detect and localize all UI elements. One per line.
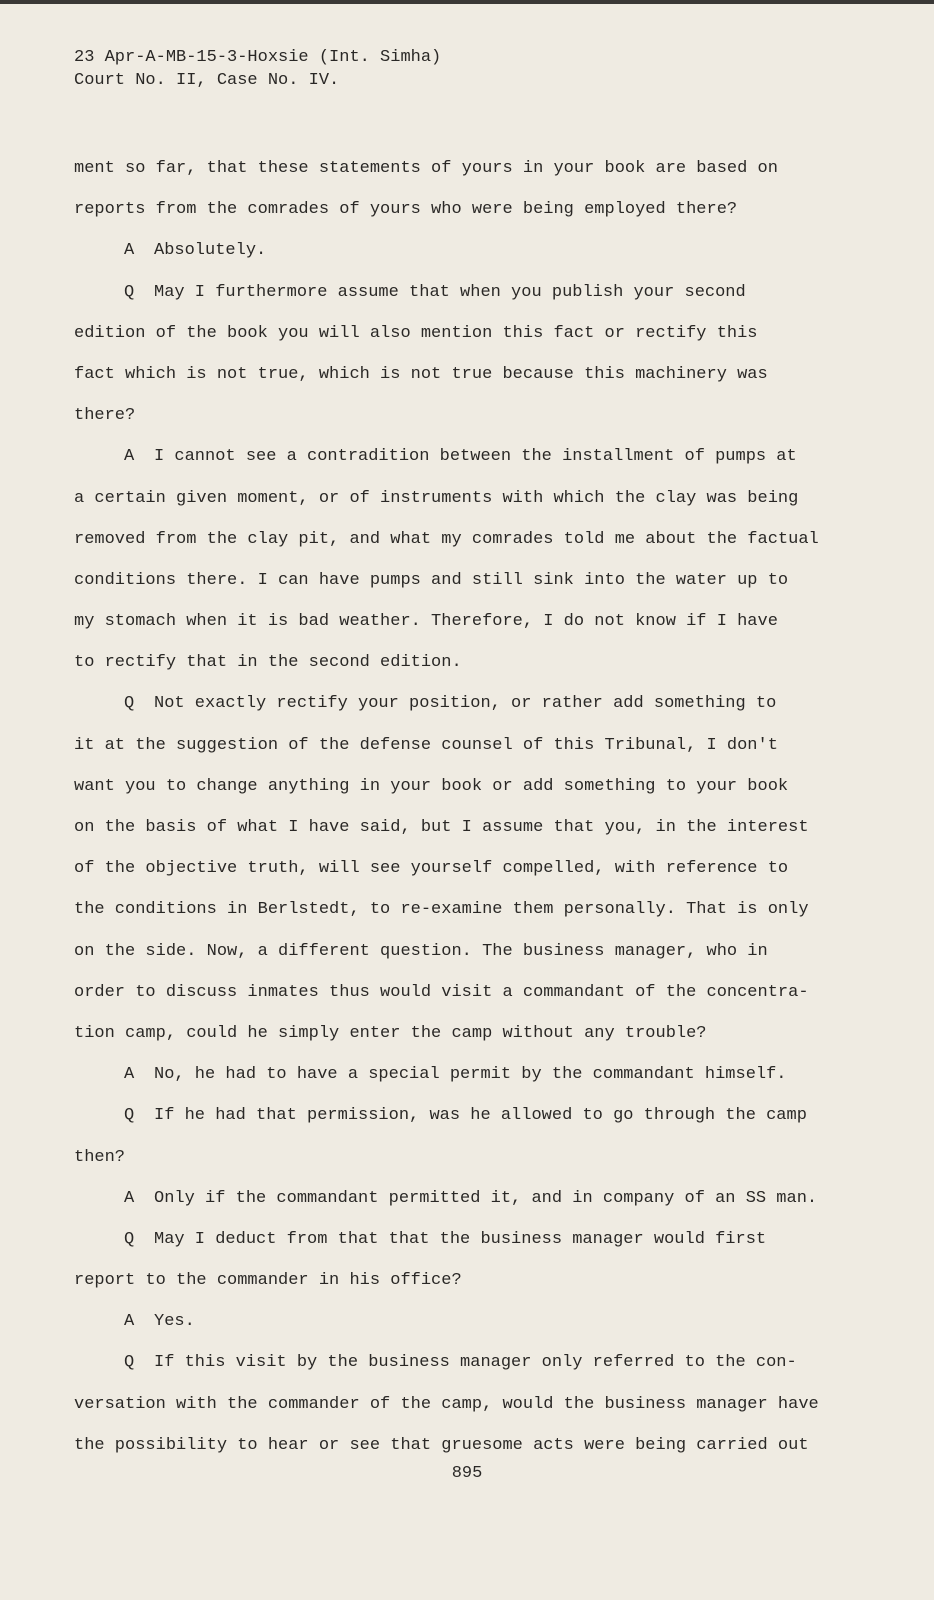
transcript-line xyxy=(74,642,844,683)
line-text: want you to change anything in your book or add something to your book xyxy=(74,776,789,796)
line-text: reports from the comrades of yours who were being employed there? xyxy=(74,200,738,220)
speaker-label: A xyxy=(124,1188,135,1208)
page-top-edge xyxy=(0,0,934,4)
line-text: versation with the commander of the camp, would the business manager have xyxy=(74,1394,819,1414)
line-text: the conditions in Berlstedt, to re-examine them personally. That is only xyxy=(74,900,809,920)
line-text: a certain given moment, or of instruments with which the clay was being xyxy=(74,488,799,508)
page-number: 895 xyxy=(451,1464,483,1483)
transcript-line xyxy=(74,148,844,189)
speaker-label: A xyxy=(124,1065,135,1085)
line-text: it at the suggestion of the defense counsel of this Tribunal, I don't xyxy=(74,735,778,755)
line-text: the possibility to hear or see that gruesome acts were being carried out xyxy=(74,1435,809,1455)
transcript-line xyxy=(74,1095,844,1136)
line-text: May I furthermore assume that when you publish your second xyxy=(154,282,746,302)
transcript-line xyxy=(74,230,844,271)
line-text: Absolutely. xyxy=(154,241,267,261)
transcript-line xyxy=(74,889,844,930)
transcript-line xyxy=(74,1384,844,1425)
transcript-line xyxy=(74,436,844,477)
transcript-line xyxy=(74,478,844,519)
line-text: on the side. Now, a different question. The business manager, who in xyxy=(74,941,768,961)
transcript-line xyxy=(74,848,844,889)
transcript-line xyxy=(74,601,844,642)
line-text: conditions there. I can have pumps and still sink into the water up to xyxy=(74,570,789,590)
line-text: there? xyxy=(74,406,136,426)
transcript-line xyxy=(74,1054,844,1095)
line-text: then? xyxy=(74,1147,126,1167)
speaker-label: Q xyxy=(124,1353,135,1373)
transcript-line xyxy=(74,807,844,848)
speaker-label: Q xyxy=(124,1106,135,1126)
transcript-line xyxy=(74,1178,844,1219)
speaker-label: A xyxy=(124,241,135,261)
speaker-label: Q xyxy=(124,282,135,302)
transcript-line xyxy=(74,1219,844,1260)
line-text: tion camp, could he simply enter the camp without any trouble? xyxy=(74,1023,707,1043)
line-text: Yes. xyxy=(154,1312,195,1332)
transcript-line xyxy=(74,313,844,354)
transcript-line xyxy=(74,1425,844,1466)
line-text: No, he had to have a special permit by the commandant himself. xyxy=(154,1065,787,1085)
line-text: order to discuss inmates thus would visit a commandant of the concentra- xyxy=(74,982,809,1002)
line-text: fact which is not true, which is not true because this machinery was xyxy=(74,364,768,384)
transcript-line xyxy=(74,395,844,436)
line-text: report to the commander in his office? xyxy=(74,1271,462,1291)
transcript-line xyxy=(74,560,844,601)
document-header xyxy=(74,46,441,92)
speaker-label: A xyxy=(124,447,135,467)
transcript-line xyxy=(74,972,844,1013)
transcript-line xyxy=(74,354,844,395)
line-text: If he had that permission, was he allowed to go through the camp xyxy=(154,1106,807,1126)
line-text: removed from the clay pit, and what my comrades told me about the factual xyxy=(74,529,819,549)
transcript-line xyxy=(74,1342,844,1383)
transcript-body xyxy=(74,148,844,1466)
line-text: I cannot see a contradition between the installment of pumps at xyxy=(154,447,797,467)
speaker-label: Q xyxy=(124,1229,135,1249)
speaker-label: A xyxy=(124,1312,135,1332)
transcript-line xyxy=(74,519,844,560)
line-text: ment so far, that these statements of yours in your book are based on xyxy=(74,159,778,178)
transcript-line xyxy=(74,766,844,807)
line-text: edition of the book you will also mention this fact or rectify this xyxy=(74,323,758,343)
line-text: my stomach when it is bad weather. Therefore, I do not know if I have xyxy=(74,612,778,632)
transcript-line xyxy=(74,1013,844,1054)
transcript-line xyxy=(74,1137,844,1178)
transcript-line xyxy=(74,683,844,724)
line-text: of the objective truth, will see yourself compelled, with reference to xyxy=(74,859,789,879)
transcript-line xyxy=(74,1301,844,1342)
header-court-case: Court No. II, Case No. IV. xyxy=(74,71,340,90)
transcript-line xyxy=(74,1260,844,1301)
transcript-line xyxy=(74,272,844,313)
line-text: on the basis of what I have said, but I assume that you, in the interest xyxy=(74,818,809,837)
line-text: to rectify that in the second edition. xyxy=(74,653,462,673)
header-reference: 23 Apr-A-MB-15-3-Hoxsie (Int. Simha) xyxy=(74,48,442,67)
speaker-label: Q xyxy=(124,694,135,714)
line-text: If this visit by the business manager only referred to the con- xyxy=(154,1353,797,1373)
transcript-line xyxy=(74,725,844,766)
transcript-line xyxy=(74,931,844,972)
line-text: May I deduct from that that the business manager would first xyxy=(154,1229,767,1249)
line-text: Only if the commandant permitted it, and in company of an SS man. xyxy=(154,1188,818,1208)
transcript-line xyxy=(74,189,844,230)
line-text: Not exactly rectify your position, or rather add something to xyxy=(154,694,777,714)
